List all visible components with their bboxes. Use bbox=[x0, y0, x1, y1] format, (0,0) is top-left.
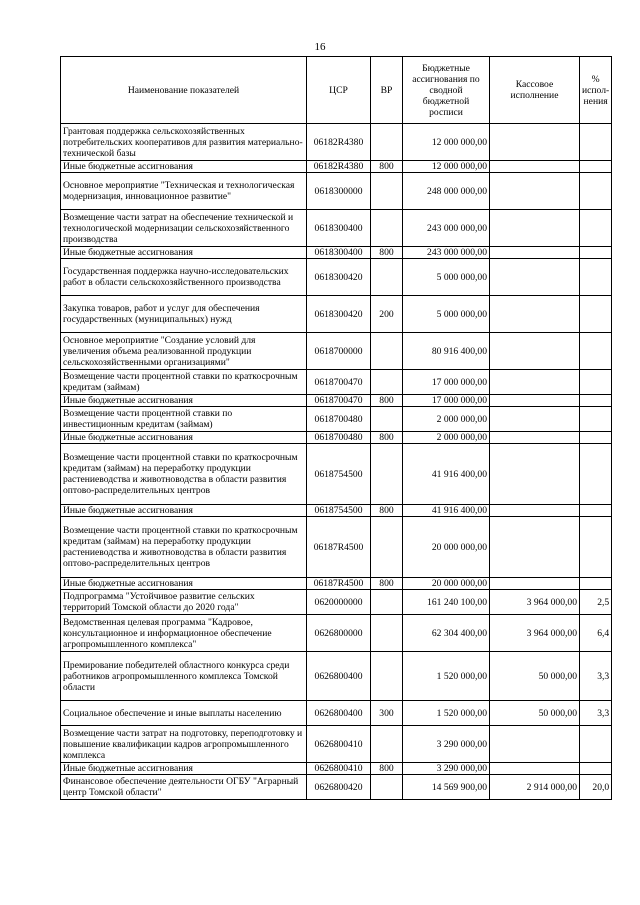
row-csr: 0618700470 bbox=[307, 395, 371, 407]
row-percent bbox=[580, 259, 612, 296]
budget-table bbox=[60, 56, 612, 800]
table-row bbox=[61, 701, 612, 726]
table-row bbox=[61, 333, 612, 370]
row-budget: 3 290 000,00 bbox=[403, 726, 490, 763]
row-executed: 2 914 000,00 bbox=[490, 775, 580, 800]
row-vr: 800 bbox=[371, 161, 403, 173]
table-row bbox=[61, 124, 612, 161]
row-csr: 06187R4500 bbox=[307, 578, 371, 590]
row-budget: 80 916 400,00 bbox=[403, 333, 490, 370]
row-executed bbox=[490, 247, 580, 259]
row-budget: 2 000 000,00 bbox=[403, 407, 490, 432]
row-vr bbox=[371, 726, 403, 763]
table-row bbox=[61, 247, 612, 259]
table-row bbox=[61, 775, 612, 800]
row-executed bbox=[490, 173, 580, 210]
page-number: 16 bbox=[314, 41, 326, 53]
table-row bbox=[61, 370, 612, 395]
row-name: Социальное обеспечение и иные выплаты населению bbox=[61, 701, 307, 726]
row-csr: 0626800400 bbox=[307, 701, 371, 726]
row-executed bbox=[490, 161, 580, 173]
row-name: Подпрограмма "Устойчивое развитие сельских территорий Томской области до 2020 года" bbox=[61, 590, 307, 615]
row-csr: 0618754500 bbox=[307, 505, 371, 517]
row-executed bbox=[490, 395, 580, 407]
table-row bbox=[61, 432, 612, 444]
table-row bbox=[61, 395, 612, 407]
row-vr bbox=[371, 590, 403, 615]
row-csr: 0618700000 bbox=[307, 333, 371, 370]
row-budget: 3 290 000,00 bbox=[403, 763, 490, 775]
row-csr: 0618700480 bbox=[307, 407, 371, 432]
table-row bbox=[61, 505, 612, 517]
header-csr: ЦСР bbox=[307, 57, 371, 124]
header-executed: Кассовое исполнение bbox=[490, 57, 580, 124]
table-row bbox=[61, 578, 612, 590]
row-executed bbox=[490, 370, 580, 395]
row-vr: 300 bbox=[371, 701, 403, 726]
row-executed bbox=[490, 726, 580, 763]
row-budget: 41 916 400,00 bbox=[403, 444, 490, 505]
row-vr bbox=[371, 259, 403, 296]
row-percent bbox=[580, 395, 612, 407]
row-name: Иные бюджетные ассигнования bbox=[61, 247, 307, 259]
row-percent bbox=[580, 407, 612, 432]
row-name: Грантовая поддержка сельскохозяйственных потребительских кооперативов для развития материально-технической базы bbox=[61, 124, 307, 161]
row-name: Возмещение части затрат на обеспечение технической и технологической модернизации сельскохозяйственного производства bbox=[61, 210, 307, 247]
table-row bbox=[61, 652, 612, 701]
header-percent: % испол-нения bbox=[580, 57, 612, 124]
row-vr: 800 bbox=[371, 578, 403, 590]
row-vr bbox=[371, 210, 403, 247]
table-row bbox=[61, 763, 612, 775]
row-percent bbox=[580, 247, 612, 259]
row-name: Возмещение части процентной ставки по инвестиционным кредитам (займам) bbox=[61, 407, 307, 432]
row-percent bbox=[580, 578, 612, 590]
row-percent: 3,3 bbox=[580, 652, 612, 701]
row-csr: 0618300420 bbox=[307, 259, 371, 296]
row-budget: 243 000 000,00 bbox=[403, 210, 490, 247]
row-percent bbox=[580, 763, 612, 775]
row-executed: 3 964 000,00 bbox=[490, 615, 580, 652]
row-budget: 243 000 000,00 bbox=[403, 247, 490, 259]
row-vr bbox=[371, 333, 403, 370]
table-row bbox=[61, 517, 612, 578]
row-percent bbox=[580, 517, 612, 578]
row-vr: 800 bbox=[371, 395, 403, 407]
table-row bbox=[61, 173, 612, 210]
row-executed bbox=[490, 407, 580, 432]
table-row bbox=[61, 726, 612, 763]
row-percent bbox=[580, 333, 612, 370]
row-csr: 06182R4380 bbox=[307, 124, 371, 161]
row-name: Закупка товаров, работ и услуг для обеспечения государственных (муниципальных) нужд bbox=[61, 296, 307, 333]
table-row bbox=[61, 444, 612, 505]
row-budget: 17 000 000,00 bbox=[403, 395, 490, 407]
row-csr: 06187R4500 bbox=[307, 517, 371, 578]
row-budget: 14 569 900,00 bbox=[403, 775, 490, 800]
row-budget: 41 916 400,00 bbox=[403, 505, 490, 517]
row-csr: 0626800410 bbox=[307, 726, 371, 763]
row-percent bbox=[580, 726, 612, 763]
row-vr bbox=[371, 775, 403, 800]
header-vr: ВР bbox=[371, 57, 403, 124]
row-percent bbox=[580, 210, 612, 247]
row-executed: 3 964 000,00 bbox=[490, 590, 580, 615]
row-executed bbox=[490, 259, 580, 296]
row-executed bbox=[490, 763, 580, 775]
row-vr bbox=[371, 517, 403, 578]
row-executed bbox=[490, 296, 580, 333]
row-name: Иные бюджетные ассигнования bbox=[61, 505, 307, 517]
row-budget: 12 000 000,00 bbox=[403, 161, 490, 173]
row-percent: 20,0 bbox=[580, 775, 612, 800]
row-name: Иные бюджетные ассигнования bbox=[61, 432, 307, 444]
row-budget: 1 520 000,00 bbox=[403, 652, 490, 701]
row-name: Основное мероприятие "Создание условий для увеличения объема реализованной продукции сельскохозяйственными организациями" bbox=[61, 333, 307, 370]
row-name: Иные бюджетные ассигнования bbox=[61, 763, 307, 775]
row-budget: 2 000 000,00 bbox=[403, 432, 490, 444]
row-budget: 62 304 400,00 bbox=[403, 615, 490, 652]
row-name: Премирование победителей областного конкурса среди работников агропромышленного комплекса Томской области bbox=[61, 652, 307, 701]
table-body bbox=[61, 124, 612, 800]
row-executed: 50 000,00 bbox=[490, 652, 580, 701]
table-row bbox=[61, 259, 612, 296]
row-vr: 800 bbox=[371, 432, 403, 444]
row-executed bbox=[490, 444, 580, 505]
row-vr bbox=[371, 444, 403, 505]
row-csr: 0626800000 bbox=[307, 615, 371, 652]
table-row bbox=[61, 615, 612, 652]
row-percent bbox=[580, 370, 612, 395]
row-csr: 0618300420 bbox=[307, 296, 371, 333]
row-csr: 0618754500 bbox=[307, 444, 371, 505]
row-name: Возмещение части затрат на подготовку, переподготовку и повышение квалификации кадров агропромышленного комплекса bbox=[61, 726, 307, 763]
row-csr: 0618300400 bbox=[307, 247, 371, 259]
row-vr: 800 bbox=[371, 505, 403, 517]
row-csr: 0618700480 bbox=[307, 432, 371, 444]
header-budget: Бюджетные ассигнования по сводной бюджетной росписи bbox=[403, 57, 490, 124]
row-budget: 12 000 000,00 bbox=[403, 124, 490, 161]
row-vr: 800 bbox=[371, 247, 403, 259]
table-row bbox=[61, 296, 612, 333]
table-row bbox=[61, 210, 612, 247]
row-vr bbox=[371, 615, 403, 652]
row-name: Ведомственная целевая программа "Кадровое, консультационное и информационное обеспечение агропромышленного комплекса" bbox=[61, 615, 307, 652]
row-percent bbox=[580, 161, 612, 173]
row-name: Государственная поддержка научно-исследовательских работ в области сельскохозяйственного производства bbox=[61, 259, 307, 296]
row-vr bbox=[371, 652, 403, 701]
row-budget: 1 520 000,00 bbox=[403, 701, 490, 726]
row-percent bbox=[580, 173, 612, 210]
row-executed bbox=[490, 578, 580, 590]
row-csr: 0618300000 bbox=[307, 173, 371, 210]
row-name: Финансовое обеспечение деятельности ОГБУ "Аграрный центр Томской области" bbox=[61, 775, 307, 800]
row-percent: 3,3 bbox=[580, 701, 612, 726]
row-csr: 0626800420 bbox=[307, 775, 371, 800]
row-csr: 06182R4380 bbox=[307, 161, 371, 173]
row-executed bbox=[490, 333, 580, 370]
row-csr: 0618300400 bbox=[307, 210, 371, 247]
row-csr: 0618700470 bbox=[307, 370, 371, 395]
row-budget: 5 000 000,00 bbox=[403, 259, 490, 296]
row-executed bbox=[490, 505, 580, 517]
row-budget: 20 000 000,00 bbox=[403, 517, 490, 578]
row-name: Основное мероприятие "Техническая и технологическая модернизация, инновационное развитие" bbox=[61, 173, 307, 210]
row-executed: 50 000,00 bbox=[490, 701, 580, 726]
row-name: Возмещение части процентной ставки по краткосрочным кредитам (займам) на переработку продукции растениеводства и животноводства в области развития оптово-распределительных центров bbox=[61, 517, 307, 578]
row-csr: 0626800410 bbox=[307, 763, 371, 775]
row-executed bbox=[490, 124, 580, 161]
row-budget: 161 240 100,00 bbox=[403, 590, 490, 615]
row-executed bbox=[490, 210, 580, 247]
row-percent: 2,5 bbox=[580, 590, 612, 615]
row-csr: 0626800400 bbox=[307, 652, 371, 701]
row-percent: 6,4 bbox=[580, 615, 612, 652]
row-budget: 17 000 000,00 bbox=[403, 370, 490, 395]
row-vr bbox=[371, 407, 403, 432]
row-csr: 0620000000 bbox=[307, 590, 371, 615]
row-vr: 800 bbox=[371, 763, 403, 775]
row-vr bbox=[371, 173, 403, 210]
row-vr bbox=[371, 124, 403, 161]
row-budget: 248 000 000,00 bbox=[403, 173, 490, 210]
row-vr: 200 bbox=[371, 296, 403, 333]
row-executed bbox=[490, 432, 580, 444]
header-name: Наименование показателей bbox=[61, 57, 307, 124]
row-percent bbox=[580, 296, 612, 333]
row-percent bbox=[580, 432, 612, 444]
row-name: Иные бюджетные ассигнования bbox=[61, 395, 307, 407]
table-row bbox=[61, 590, 612, 615]
row-percent bbox=[580, 505, 612, 517]
row-name: Иные бюджетные ассигнования bbox=[61, 578, 307, 590]
row-budget: 5 000 000,00 bbox=[403, 296, 490, 333]
row-name: Возмещение части процентной ставки по краткосрочным кредитам (займам) bbox=[61, 370, 307, 395]
table-header-row bbox=[61, 57, 612, 124]
row-budget: 20 000 000,00 bbox=[403, 578, 490, 590]
row-name: Иные бюджетные ассигнования bbox=[61, 161, 307, 173]
row-name: Возмещение части процентной ставки по краткосрочным кредитам (займам) на переработку продукции растениеводства и животноводства в области развития оптово-распределительных центров bbox=[61, 444, 307, 505]
row-percent bbox=[580, 124, 612, 161]
table-row bbox=[61, 161, 612, 173]
row-executed bbox=[490, 517, 580, 578]
row-percent bbox=[580, 444, 612, 505]
row-vr bbox=[371, 370, 403, 395]
table-row bbox=[61, 407, 612, 432]
